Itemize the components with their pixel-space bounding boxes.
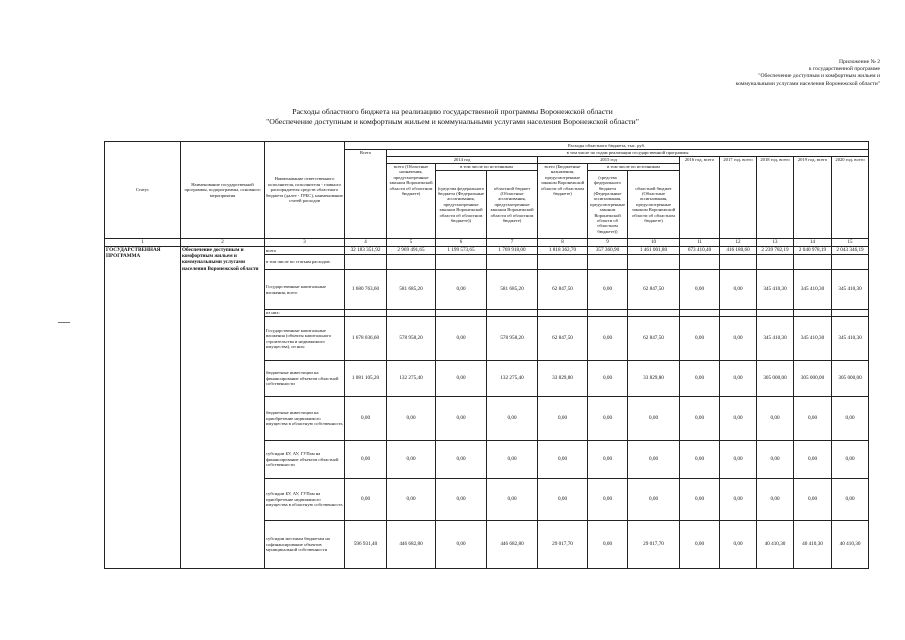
row-value: 0,00 <box>387 441 436 479</box>
header-2015: 2015 год <box>538 157 680 164</box>
header-2018: 2018 год, всего <box>757 157 794 239</box>
row-value: 596 931,40 <box>345 521 387 569</box>
row-value: 0,00 <box>588 361 628 397</box>
appendix-line-1: Приложение № 2 <box>839 59 880 65</box>
row-value: 33 829,80 <box>538 361 588 397</box>
row-value: 1 678 036,60 <box>345 317 387 361</box>
row-value: 0,00 <box>680 361 720 397</box>
row-label: всего <box>265 247 345 255</box>
row-value: 0,00 <box>588 397 628 441</box>
header-2014: 2014 год <box>387 157 538 164</box>
header-total: Всего <box>345 150 387 239</box>
row-value: 0,00 <box>538 479 588 521</box>
row-value: 0,00 <box>680 270 720 310</box>
row-value: 0,00 <box>345 397 387 441</box>
col-number: 14 <box>794 239 832 247</box>
row-value: 0,00 <box>832 397 869 441</box>
title-line-1: Расходы областного бюджета на реализацию государственной программы Воронежской области <box>292 107 613 116</box>
col-number: 3 <box>265 239 345 247</box>
row-value: 0,00 <box>628 441 680 479</box>
row-label: бюджетные инвестиции на финансирование объектов областной собственности <box>265 361 345 397</box>
header-2020: 2020 год, всего <box>832 157 869 239</box>
row-value: 0,00 <box>588 479 628 521</box>
row-label: бюджетные инвестиции на приобретение недвижимого имущества в областную собственность <box>265 397 345 441</box>
row-value: 0,00 <box>794 441 832 479</box>
header-by-years: в том числе по годам реализации государственной программы <box>387 150 869 157</box>
row-value: 578 958,20 <box>387 317 436 361</box>
row-value: 0,00 <box>720 521 757 569</box>
row-value <box>757 310 794 317</box>
header-program-name: Наименование государственной программы, подпрограммы, основного мероприятия <box>181 142 265 239</box>
row-value: 0,00 <box>794 479 832 521</box>
header-expenses: Расходы областного бюджета, тыс. руб. <box>345 142 869 150</box>
row-value: 1 199 573,65 <box>436 247 487 255</box>
row-value <box>794 255 832 270</box>
row-value: 0,00 <box>345 441 387 479</box>
row-value <box>436 255 487 270</box>
col-number: 4 <box>345 239 387 247</box>
row-value: 132 275,40 <box>387 361 436 397</box>
header-2017: 2017 год, всего <box>720 157 757 239</box>
row-value <box>588 310 628 317</box>
header-2014-federal: (средства федерального бюджета (Федеральные ассигнования, предусмотренные законом Воронежской области об областном бюджете)) <box>436 171 487 239</box>
row-value: 0,00 <box>680 397 720 441</box>
row-value: 0,00 <box>588 317 628 361</box>
row-value <box>436 310 487 317</box>
row-value: 0,00 <box>680 479 720 521</box>
header-2014-sources: в том числе по источникам <box>436 164 538 171</box>
row-value <box>588 255 628 270</box>
row-value: 29 017,70 <box>628 521 680 569</box>
header-2019: 2019 год, всего <box>794 157 832 239</box>
row-value: 0,00 <box>720 441 757 479</box>
row-value: 40 410,30 <box>832 521 869 569</box>
row-value: 1 818 362,70 <box>538 247 588 255</box>
row-value: 1 081 105,20 <box>345 361 387 397</box>
row-value: 1 461 001,80 <box>628 247 680 255</box>
row-value <box>628 310 680 317</box>
col-number: 5 <box>387 239 436 247</box>
row-value: 345 410,30 <box>794 317 832 361</box>
row-value: 0,00 <box>588 521 628 569</box>
row-value <box>680 255 720 270</box>
row-value: 0,00 <box>487 479 538 521</box>
header-2015-sources: в том числе по источникам <box>588 164 680 171</box>
row-value: 0,00 <box>436 397 487 441</box>
appendix-note <box>736 59 880 88</box>
row-value: 446 682,80 <box>387 521 436 569</box>
header-2015-regional: областной бюджет (Областные ассигнования, предусмотренные законом Воронежской области об областном бюджете) <box>628 171 680 239</box>
row-value <box>487 310 538 317</box>
row-value: 0,00 <box>757 479 794 521</box>
row-value: 0,00 <box>588 270 628 310</box>
col-number: 8 <box>538 239 588 247</box>
appendix-line-4: коммунальными услугами населения Воронежской области" <box>735 80 880 87</box>
expenses-table <box>104 141 869 569</box>
row-value: 0,00 <box>436 521 487 569</box>
row-value <box>345 310 387 317</box>
row-value: 0,00 <box>436 270 487 310</box>
row-value <box>628 255 680 270</box>
row-value: 0,00 <box>832 441 869 479</box>
row-label: субсидии БУ, АУ, ГУПам на финансирование объектов областной собственности <box>265 441 345 479</box>
row-value: 1 680 763,60 <box>345 270 387 310</box>
appendix-line-3: "Обеспечение доступным и комфортным жильем и <box>758 73 880 80</box>
row-value <box>538 255 588 270</box>
header-2014-total: всего (Областные назначения, предусмотренные законом Воронежской области об областном бюджете) <box>387 164 436 239</box>
row-label: в том числе по статьям расходов: <box>265 255 345 270</box>
row-value: 62 847,50 <box>628 270 680 310</box>
row-value: 673 410,40 <box>680 247 720 255</box>
row-value: 132 275,40 <box>487 361 538 397</box>
col-number: 9 <box>588 239 628 247</box>
row-value: 345 410,30 <box>757 317 794 361</box>
row-value: 0,00 <box>436 441 487 479</box>
row-label: субсидии БУ, АУ, ГУПам на приобретение недвижимого имущества в областную собственность <box>265 479 345 521</box>
col-number: 7 <box>487 239 538 247</box>
row-value: 0,00 <box>720 270 757 310</box>
row-value: 0,00 <box>538 441 588 479</box>
program-status: ГОСУДАРСТВЕННАЯ ПРОГРАММА <box>105 247 181 569</box>
row-value: 2 239 782,19 <box>757 247 794 255</box>
header-2016: 2016 год, всего <box>680 157 720 239</box>
appendix-line-2: к государственной программе <box>808 66 880 73</box>
row-label: субсидии местным бюджетам на софинансирование объектов муниципальной собственности <box>265 521 345 569</box>
row-value: 357 360,90 <box>588 247 628 255</box>
document-title <box>0 107 905 127</box>
row-value: 581 685,20 <box>487 270 538 310</box>
row-value: 345 410,30 <box>832 270 869 310</box>
row-value: 578 958,20 <box>487 317 538 361</box>
row-value: 305 000,00 <box>757 361 794 397</box>
row-value <box>720 310 757 317</box>
row-value: 0,00 <box>832 479 869 521</box>
row-value: 62 847,50 <box>538 317 588 361</box>
row-value: 305 000,00 <box>794 361 832 397</box>
row-value: 0,00 <box>680 441 720 479</box>
row-value: 345 410,30 <box>832 317 869 361</box>
row-value: 0,00 <box>538 397 588 441</box>
row-value: 62 847,50 <box>538 270 588 310</box>
row-value: 0,00 <box>588 441 628 479</box>
row-value <box>487 255 538 270</box>
col-number: 2 <box>181 239 265 247</box>
row-value: 32 183 351,92 <box>345 247 387 255</box>
row-value: 0,00 <box>720 479 757 521</box>
row-value: 305 000,00 <box>832 361 869 397</box>
row-value: 0,00 <box>757 397 794 441</box>
header-status: Статус <box>105 142 181 239</box>
row-value: 345 410,30 <box>757 270 794 310</box>
col-number: 1 <box>105 239 181 247</box>
row-label: Государственные капитальные вложения, всего <box>265 270 345 310</box>
header-executor: Наименование ответственного исполнителя, исполнителя - главного распорядителя средств областного бюджета (далее - ГРБС), наименование статей расходов <box>265 142 345 239</box>
row-value: 0,00 <box>680 317 720 361</box>
row-value: 0,00 <box>680 521 720 569</box>
row-value: 0,00 <box>487 441 538 479</box>
row-label: Государственные капитальные вложения (объекты капитального строительства и недвижимого имущества), из них: <box>265 317 345 361</box>
row-value: 446 682,80 <box>487 521 538 569</box>
row-value <box>720 255 757 270</box>
row-value: 416 180,60 <box>720 247 757 255</box>
scan-mark <box>58 322 70 323</box>
row-value: 0,00 <box>436 361 487 397</box>
row-value: 0,00 <box>794 397 832 441</box>
row-value: 345 410,30 <box>794 270 832 310</box>
row-value <box>832 255 869 270</box>
row-value: 0,00 <box>487 397 538 441</box>
col-number: 6 <box>436 239 487 247</box>
row-value <box>680 310 720 317</box>
row-value: 0,00 <box>720 317 757 361</box>
row-value: 581 685,20 <box>387 270 436 310</box>
row-value <box>345 255 387 270</box>
row-value: 0,00 <box>387 479 436 521</box>
row-value: 0,00 <box>628 397 680 441</box>
row-value: 2 969 491,65 <box>387 247 436 255</box>
row-value: 29 017,70 <box>538 521 588 569</box>
row-value <box>794 310 832 317</box>
row-value: 0,00 <box>720 397 757 441</box>
row-value: 0,00 <box>436 317 487 361</box>
row-value: 0,00 <box>436 479 487 521</box>
title-line-2: "Обеспечение доступным и комфортным жильем и коммунальными услугами населения Воронежской области" <box>266 116 639 126</box>
row-value: 2 040 978,19 <box>794 247 832 255</box>
header-2015-federal: (средства федерального бюджета (Федеральные ассигнования, предусмотренные законом Воронежской области об областном бюджете)) <box>588 171 628 239</box>
col-number: 15 <box>832 239 869 247</box>
row-label: из них: <box>265 310 345 317</box>
row-value: 62 847,50 <box>628 317 680 361</box>
row-value <box>387 255 436 270</box>
row-value: 33 829,80 <box>628 361 680 397</box>
row-value: 0,00 <box>720 361 757 397</box>
row-value: 2 043 346,19 <box>832 247 869 255</box>
column-numbers-row <box>105 239 869 247</box>
table-row <box>105 247 869 255</box>
row-value: 0,00 <box>628 479 680 521</box>
row-value: 0,00 <box>387 397 436 441</box>
header-2015-total: всего (Бюджетные назначения, предусмотренные законом Воронежской области об областном бюджете) <box>538 164 588 239</box>
row-value: 40 410,30 <box>757 521 794 569</box>
row-value: 1 769 918,00 <box>487 247 538 255</box>
col-number: 11 <box>680 239 720 247</box>
row-value: 0,00 <box>345 479 387 521</box>
row-value <box>832 310 869 317</box>
row-value <box>757 255 794 270</box>
col-number: 10 <box>628 239 680 247</box>
row-value: 0,00 <box>757 441 794 479</box>
header-2014-regional: областной бюджет (Областные ассигнования, предусмотренные законом Воронежской области об областном бюджете) <box>487 171 538 239</box>
program-name: Обеспечение доступным и комфортным жильем и коммунальными услугами населения Воронежской области <box>181 247 265 569</box>
row-value <box>387 310 436 317</box>
col-number: 12 <box>720 239 757 247</box>
row-value: 40 410,30 <box>794 521 832 569</box>
row-value <box>538 310 588 317</box>
col-number: 13 <box>757 239 794 247</box>
